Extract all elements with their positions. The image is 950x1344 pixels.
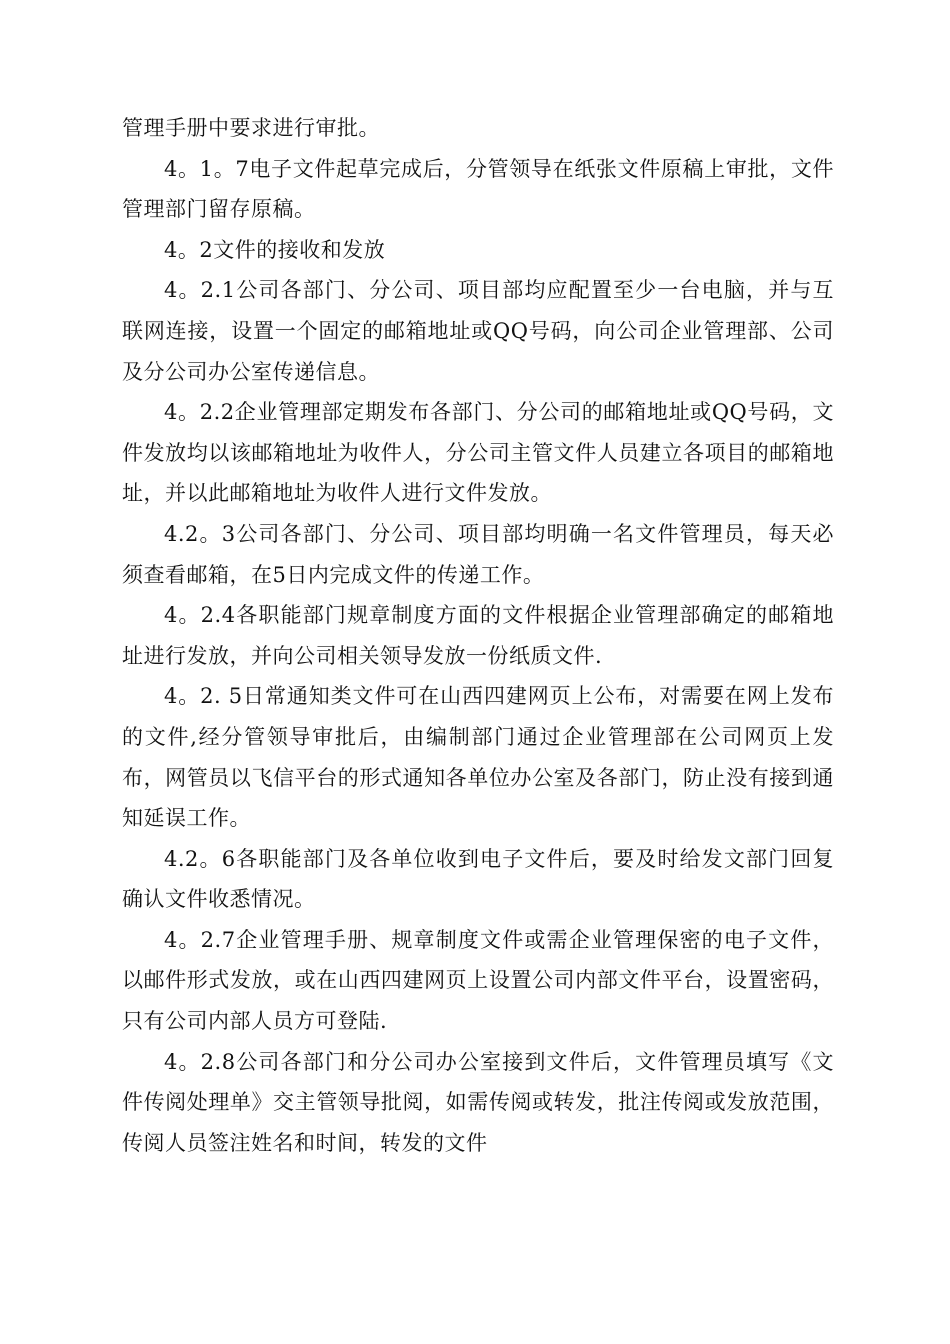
section-heading-4-2: 4。2文件的接收和发放 — [164, 237, 386, 262]
paragraph-4-2-3: 4.2。3公司各部门、分公司、项目部均明确一名文件管理员，每天必须查看邮箱，在5日内完成文件的传递工作。 — [122, 521, 834, 587]
paragraph-4-2-5: 4。2. 5日常通知类文件可在山西四建网页上公布，对需要在网上发布的文件,经分管领导审批后，由编制部门通过企业管理部在公司网页上发布，网管员以飞信平台的形式通知各单位办公室及各部门，防止没有接到通知延误工作。 — [122, 684, 834, 831]
paragraph-4-2-2: 4。2.2企业管理部定期发布各部门、分公司的邮箱地址或QQ号码，文件发放均以该邮箱地址为收件人，分公司主管文件人员建立各项目的邮箱地址，并以此邮箱地址为收件人进行文件发放。 — [122, 400, 834, 506]
paragraph-4-2-7: 4。2.7企业管理手册、规章制度文件或需企业管理保密的电子文件，以邮件形式发放，或在山西四建网页上设置公司内部文件平台，设置密码，只有公司内部人员方可登陆. — [122, 927, 834, 1034]
paragraph-4-2-8: 4。2.8公司各部门和分公司办公室接到文件后，文件管理员填写《文件传阅处理单》交主管领导批阅，如需传阅或转发，批注传阅或发放范围，传阅人员签注姓名和时间，转发的文件 — [122, 1049, 834, 1155]
paragraph-4-2-1: 4。2.1公司各部门、分公司、项目部均应配置至少一台电脑，并与互联网连接，设置一个固定的邮箱地址或QQ号码，向公司企业管理部、公司及分公司办公室传递信息。 — [122, 278, 834, 384]
paragraph-continuation: 管理手册中要求进行审批。 — [122, 116, 380, 140]
paragraph-4-1-7: 4。1。7电子文件起草完成后，分管领导在纸张文件原稿上审批，文件管理部门留存原稿。 — [122, 156, 834, 222]
document-body — [122, 108, 834, 1163]
paragraph-4-2-4: 4。2.4各职能部门规章制度方面的文件根据企业管理部确定的邮箱地址进行发放，并向公司相关领导发放一份纸质文件. — [122, 603, 834, 668]
paragraph-4-2-6: 4.2。6各职能部门及各单位收到电子文件后，要及时给发文部门回复确认文件收悉情况。 — [122, 846, 834, 912]
